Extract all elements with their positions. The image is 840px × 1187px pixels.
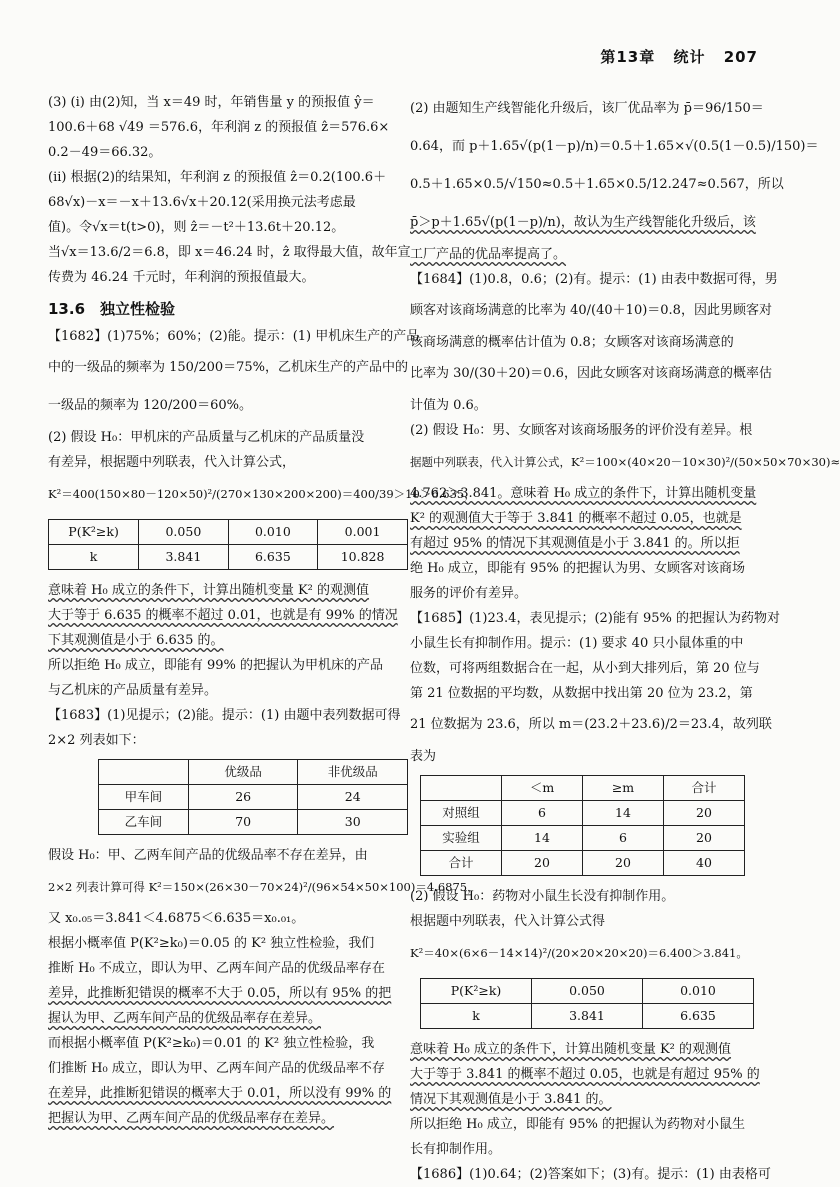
table-cell: 甲车间 [99,785,189,810]
text-line: 有超过 95% 的情况下其观测值是小于 3.841 的。所以拒 [410,536,740,551]
table-cell: ＜m [502,776,583,801]
text-line: 68√x)－x＝－x＋13.6√x＋20.12(采用换元法考虑最 [48,195,356,210]
mouse-contingency-table [420,775,745,876]
text-line: 意味着 H₀ 成立的条件下，计算出随机变量 K² 的观测值 [410,1042,732,1057]
text-line: 2×2 列表如下： [48,733,145,748]
chapter-label: 第13章 [600,48,656,66]
table-cell: 0.010 [643,979,754,1004]
table-cell: 20 [502,851,583,876]
table-cell: 3.841 [139,545,229,570]
text-line: 与乙机床的产品质量有差异。 [48,683,218,698]
table-cell: 0.001 [318,520,408,545]
table-cell: k [49,545,139,570]
table-row [99,810,408,835]
text-line: 位数，可将两组数据合在一起，从小到大排列后，第 20 位与 [410,661,760,676]
formula-line: K²＝400(150×80－120×50)²/(270×130×200×200)＝400/39＞10＞6.635， [48,487,476,501]
text-line: 把握认为甲、乙两车间产品的优级品率存在差异。 [48,1111,335,1126]
table-cell: 对照组 [421,801,502,826]
text-line: 计值为 0.6。 [410,398,487,413]
text-line: 【1683】(1)见提示；(2)能。提示：(1) 由题中表列数据可得 [48,708,401,723]
text-line: 根据题中列联表，代入计算公式得 [410,914,606,929]
text-line: 下其观测值是小于 6.635 的。 [48,633,224,648]
text-line: 传费为 46.24 千元时，年利润的预报值最大。 [48,270,315,285]
text-line: 假设 H₀：甲、乙两车间产品的优级品率不存在差异，由 [48,848,368,863]
text-line: 意味着 H₀ 成立的条件下，计算出随机变量 K² 的观测值 [48,583,370,598]
table-row [421,801,745,826]
text-line: 握认为甲、乙两车间产品的优级品率存在差异。 [48,1011,322,1026]
table-cell: 26 [188,785,298,810]
text-line: 工厂产品的优品率提高了。 [410,247,567,262]
table-cell: 20 [664,826,745,851]
table-cell [99,760,189,785]
table-cell: 14 [583,801,664,826]
text-line: 所以拒绝 H₀ 成立，即能有 99% 的把握认为甲机床的产品 [48,658,383,673]
table-cell: 40 [664,851,745,876]
contingency-table [98,759,408,835]
table-cell: 3.841 [532,1004,643,1029]
text-line: 4.762＞3.841。意味着 H₀ 成立的条件下，计算出随机变量 [410,486,757,501]
table-cell [421,776,502,801]
text-line: 该商场满意的概率估计值为 0.8；女顾客对该商场满意的 [410,335,734,350]
table-cell: 6.635 [643,1004,754,1029]
text-line: 值)。令√x＝t(t>0)，则 ẑ＝－t²＋13.6t＋20.12。 [48,220,345,235]
text-line: 当√x＝13.6/2＝6.8，即 x＝46.24 时，ẑ 取得最大值，故年宣 [48,245,411,260]
text-line: (2) 假设 H₀：甲机床的产品质量与乙机床的产品质量没 [48,430,365,445]
text-line: 0.2－49＝66.32。 [48,145,162,160]
probability-table [48,519,408,570]
text-line: 们推断 H₀ 成立，即认为甲、乙两车间产品的优级品率不存 [48,1061,385,1076]
table-cell: 10.828 [318,545,408,570]
text-line: 差异，此推断犯错误的概率不大于 0.05，所以有 95% 的把 [48,986,392,1001]
text-line: 【1684】(1)0.8，0.6；(2)有。提示：(1) 由表中数据可得，男 [410,272,778,287]
text-line: (2) 假设 H₀：男、女顾客对该商场服务的评价没有差异。根 [410,423,753,438]
table-row [421,851,745,876]
table-cell: 6 [583,826,664,851]
table-cell: 30 [298,810,408,835]
table-row [99,760,408,785]
formula-line: 据题中列联表，代入计算公式，K²＝100×(40×20－10×30)²/(50×50×70×30)≈ [410,455,840,469]
table-row [99,785,408,810]
text-line: 长有抑制作用。 [410,1142,502,1157]
text-line: 21 位数据为 23.6，所以 m＝(23.2＋23.6)/2＝23.4，故列联 [410,717,772,732]
table-cell: 乙车间 [99,810,189,835]
page-number: 207 [723,48,758,66]
table-row [49,520,408,545]
formula-line: 2×2 列表计算可得 K²＝150×(26×30－70×24)²/(96×54×50×100)＝4.6875， [48,880,479,894]
text-line: 中的一级品的频率为 150/200＝75%，乙机床生产的产品中的 [48,360,409,375]
table-row [421,979,754,1004]
text-line: 有差异，根据题中列联表，代入计算公式， [48,455,296,470]
section-heading: 13.6 独立性检验 [48,300,176,318]
right-column [410,90,840,1187]
text-line: 100.6＋68 √49 ＝576.6，年利润 z 的预报值 ẑ＝576.6× [48,120,390,135]
table-cell: 合计 [664,776,745,801]
text-line: 【1685】(1)23.4，表见提示；(2)能有 95% 的把握认为药物对 [410,611,781,626]
text-line: 大于等于 3.841 的概率不超过 0.05，也就是有超过 95% 的 [410,1067,760,1082]
table-cell: 6.635 [228,545,318,570]
text-line: 【1686】(1)0.64；(2)答案如下；(3)有。提示：(1) 由表格可 [410,1167,771,1182]
table-cell: 非优级品 [298,760,408,785]
formula-line: K²＝40×(6×6－14×14)²/(20×20×20×20)＝6.400＞3.841。 [410,946,748,960]
table-row [421,1004,754,1029]
text-line: 顾客对该商场满意的比率为 40/(40＋10)＝0.8，因此男顾客对 [410,303,772,318]
text-line: p̄＞p＋1.65√(p(1－p)/n)，故认为生产线智能化升级后，该 [410,215,756,230]
table-cell: 0.010 [228,520,318,545]
text-line: 情况下其观测值是小于 3.841 的。 [410,1092,612,1107]
table-row [49,545,408,570]
text-line: 所以拒绝 H₀ 成立，即能有 95% 的把握认为药物对小鼠生 [410,1117,745,1132]
table-cell: 0.050 [532,979,643,1004]
table-cell: 实验组 [421,826,502,851]
table-cell: 6 [502,801,583,826]
text-line: 在差异，此推断犯错误的概率大于 0.01，所以没有 99% 的 [48,1086,392,1101]
table-cell: 合计 [421,851,502,876]
text-line: 表为 [410,749,437,764]
text-line: 服务的评价有差异。 [410,586,528,601]
chapter-title: 统计 [673,48,706,66]
text-line: 比率为 30/(30＋20)＝0.6，因此女顾客对该商场满意的概率估 [410,366,772,381]
text-line: 又 x₀.₀₅＝3.841＜4.6875＜6.635＝x₀.₀₁。 [48,911,305,926]
text-line: (2) 由题知生产线智能化升级后，该厂优品率为 p̄＝96/150＝ [410,101,764,116]
text-line: 一级品的频率为 120/200＝60%。 [48,398,253,413]
text-line: 【1682】(1)75%；60%；(2)能。提示：(1) 甲机床生产的产品 [48,329,420,344]
text-line: 根据小概率值 P(K²≥k₀)＝0.05 的 K² 独立性检验，我们 [48,936,375,951]
text-line: 绝 H₀ 成立，即能有 95% 的把握认为男、女顾客对该商场 [410,561,745,576]
table-cell: 14 [502,826,583,851]
table-cell: P(K²≥k) [49,520,139,545]
table-cell: 70 [188,810,298,835]
probability-table-2 [420,978,754,1029]
page-header [588,50,758,65]
table-row [421,826,745,851]
text-line: 大于等于 6.635 的概率不超过 0.01，也就是有 99% 的情况 [48,608,398,623]
table-cell: ≥m [583,776,664,801]
text-line: (ii) 根据(2)的结果知，年利润 z 的预报值 ẑ＝0.2(100.6＋ [48,170,387,185]
table-cell: 优级品 [188,760,298,785]
table-cell: 20 [664,801,745,826]
text-line: 0.5＋1.65×0.5/√150≈0.5＋1.65×0.5/12.247≈0.567，所以 [410,177,784,192]
table-cell: 20 [583,851,664,876]
text-line: (3) (i) 由(2)知，当 x＝49 时，年销售量 y 的预报值 ŷ＝ [48,95,375,110]
text-line: K² 的观测值大于等于 3.841 的概率不超过 0.05，也就是 [410,511,742,526]
table-cell: k [421,1004,532,1029]
text-line: 0.64，而 p＋1.65√(p(1－p)/n)＝0.5＋1.65×√(0.5(1－0.5)/150)＝ [410,139,819,154]
text-line: 推断 H₀ 不成立，即认为甲、乙两车间产品的优级品率存在 [48,961,385,976]
text-line: 第 21 位数据的平均数，从数据中找出第 20 位为 23.2，第 [410,686,753,701]
table-row [421,776,745,801]
table-cell: P(K²≥k) [421,979,532,1004]
text-line: 而根据小概率值 P(K²≥k₀)＝0.01 的 K² 独立性检验，我 [48,1036,375,1051]
table-cell: 0.050 [139,520,229,545]
table-cell: 24 [298,785,408,810]
text-line: 小鼠生长有抑制作用。提示：(1) 要求 40 只小鼠体重的中 [410,636,744,651]
text-line: (2) 假设 H₀：药物对小鼠生长没有抑制作用。 [410,889,675,904]
